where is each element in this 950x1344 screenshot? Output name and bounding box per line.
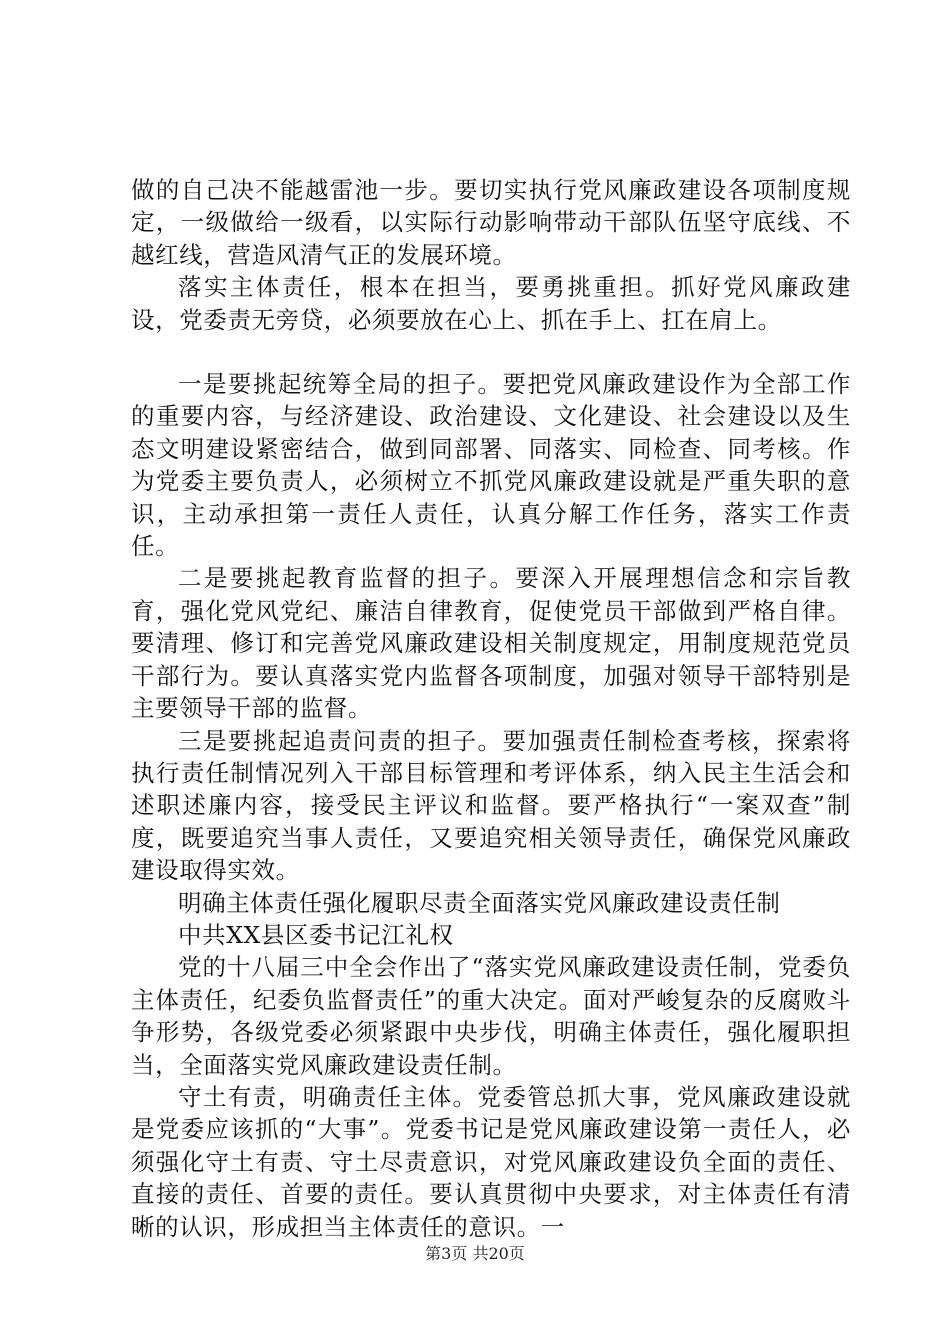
paragraph-4: 二是要挑起教育监督的担子。要深入开展理想信念和宗旨教育，强化党风党纪、廉洁自律教育，促使党员干部做到严格自律。要清理、修订和完善党风廉政建设相关制度规定，用制度规范党员干部行为。要认真落实党内监督各项制度，加强对领导干部特别是主要领导干部的监督。 <box>131 564 851 723</box>
section-title: 明确主体责任强化履职尽责全面落实党风廉政建设责任制 <box>178 888 781 917</box>
paragraph-7: 守土有责，明确责任主体。党委管总抓大事，党风廉政建设就是党委应该抓的“大事”。党委书记是党风廉政建设第一责任人，必须强化守土有责、守土尽责意识，对党风廉政建设负全面的责任、直接的责任、首要的责任。要认真贯彻中央要求，对主体责任有清晰的认识，形成担当主体责任的意识。一 <box>131 1082 851 1241</box>
paragraph-2: 落实主体责任，根本在担当，要勇挑重担。抓好党风廉政建设，党委责无旁贷，必须要放在心上、抓在手上、扛在肩上。 <box>131 273 851 334</box>
paragraph-1: 做的自己决不能越雷池一步。要切实执行党风廉政建设各项制度规定，一级做给一级看，以实际行动影响带动干部队伍坚守底线、不越红线，营造风清气正的发展环境。 <box>131 176 851 269</box>
paragraph-6: 党的十八届三中全会作出了“落实党风廉政建设责任制，党委负主体责任，纪委负监督责任”的重大决定。面对严峻复杂的反腐败斗争形势，各级党委必须紧跟中央步伐，明确主体责任，强化履职担当，全面落实党风廉政建设责任制。 <box>131 953 851 1079</box>
document-body <box>131 174 851 1243</box>
paragraph-gap <box>131 336 851 368</box>
paragraph-3: 一是要挑起统筹全局的担子。要把党风廉政建设作为全部工作的重要内容，与经济建设、政治建设、文化建设、社会建设以及生态文明建设紧密结合，做到同部署、同落实、同检查、同考核。作为党委主要负责人，必须树立不抓党风廉政建设就是严重失职的意识，主动承担第一责任人责任，认真分解工作任务，落实工作责任。 <box>131 370 851 561</box>
page-footer: 第3页 共20页 <box>425 1244 525 1263</box>
paragraph-5: 三是要挑起追责问责的担子。要加强责任制检查考核，探索将执行责任制情况列入干部目标管理和考评体系，纳入民主生活会和述职述廉内容，接受民主评议和监督。要严格执行“一案双查”制度，既要追究当事人责任，又要追究相关领导责任，确保党风廉政建设取得实效。 <box>131 726 851 885</box>
author-line: 中共XX县区委书记江礼权 <box>178 920 454 949</box>
